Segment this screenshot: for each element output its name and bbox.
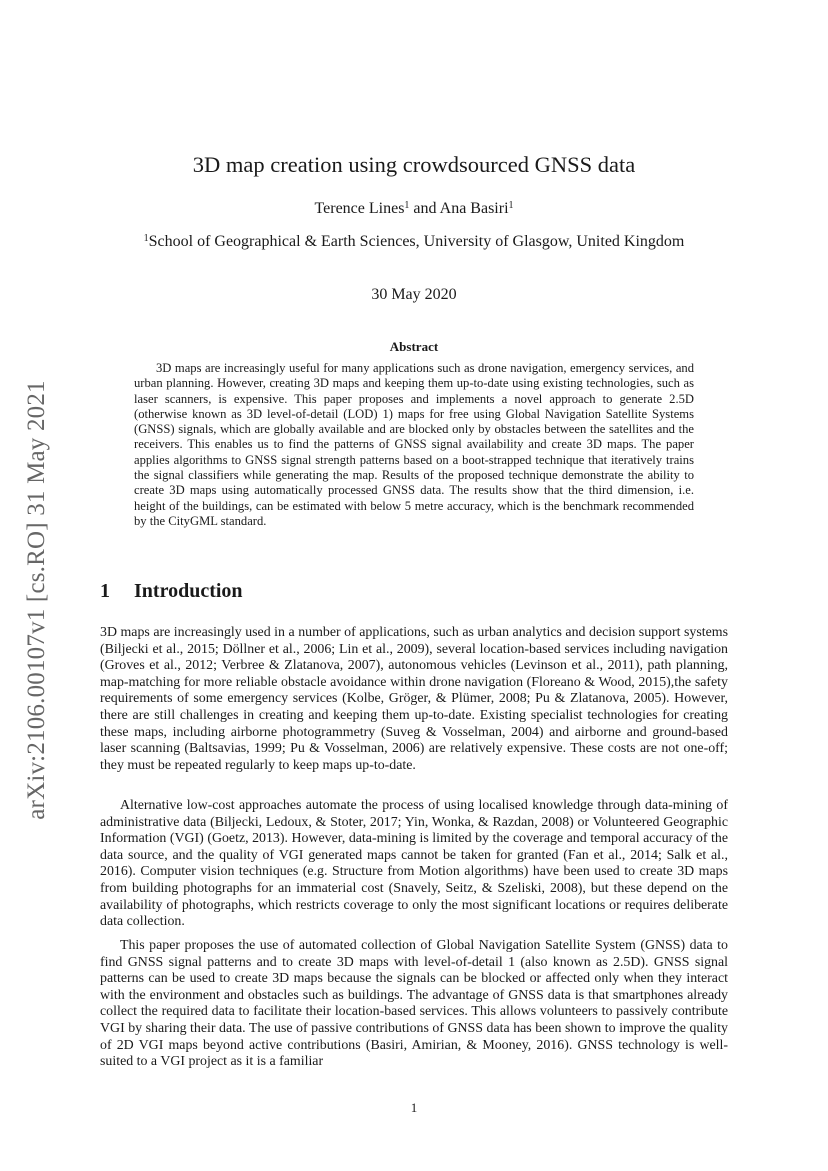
body-paragraph: This paper proposes the use of automated collection of Global Navigation Satellite System (GNSS) data to find GNSS signal patterns and to create 3D maps with level-of-detail 1 (also known as 2.5D). GNSS signal patterns can be used to create 3D maps because the signals can be blocked or affected only when they interact with the environment and obstacles such as buildings. The advantage of GNSS data is that smartphones already collect the required data to facilitate their location-based services. This allows volunteers to passively contribute VGI by sharing their data. The use of passive contributions of GNSS data has been shown to improve the quality of 2D VGI maps beyond active contributions (Basiri, Amirian, & Mooney, 2016). GNSS technology is well-suited to a VGI project as it is a familiar [100,938,728,1070]
body-paragraph: Alternative low-cost approaches automate the process of using localised knowledge through data-mining of administrative data (Biljecki, Ledoux, & Stoter, 2017; Yin, Wonka, & Razdan, 2008) or Volunteered Geographic Information (VGI) (Goetz, 2013). However, data-mining is limited by the coverage and temporal accuracy of the data source, and the quality of VGI generated maps cannot be taken for granted (Fan et al., 2014; Salk et al., 2016). Computer vision techniques (e.g. Structure from Motion algorithms) have been used to create 3D maps from building photographs for an immaterial cost (Snavely, Seitz, & Szeliski, 2008), but these depend on the availability of photographs, which restricts coverage to only the most significant locations or requires deliberate data collection. [100,798,728,930]
affiliation [100,231,728,253]
author-list [100,198,728,220]
section-title: Introduction [134,580,243,602]
author-name: Terence Lines [314,200,405,217]
body-paragraph: 3D maps are increasingly used in a number of applications, such as urban analytics and decision support systems (Biljecki et al., 2015; Döllner et al., 2006; Lin et al., 2009), several location-based services including navigation (Groves et al., 2012; Verbree & Zlatanova, 2007), autonomous vehicles (Levinson et al., 2011), path planning, map-matching for more reliable obstacle avoidance within drone navigation (Floreano & Wood, 2015),the safety requirements of some emergency services (Kolbe, Gröger, & Plümer, 2008; Pu & Zlatanova, 2005). However, there are still challenges in creating and keeping them up-to-date. Existing specialist technologies for creating these maps, including airborne photogrammetry (Suveg & Vosselman, 2004) and airborne and ground-based laser scanning (Baltsavias, 1999; Pu & Vosselman, 2006) are relatively expensive. These costs are not one-off; they must be repeated regularly to keep maps up-to-date. [100,625,728,773]
author-name: Ana Basiri [439,200,509,217]
arxiv-identifier-text: arXiv:2106.00107v1 [cs.RO] 31 May 2021 [23,380,50,820]
paper-date: 30 May 2020 [371,286,457,303]
page-number: 1 [410,1100,418,1115]
paper-title: 3D map creation using crowdsourced GNSS data [192,152,636,177]
abstract-text: 3D maps are increasingly useful for many applications such as drone navigation, emergency services, and urban planning. However, creating 3D maps and keeping them up-to-date using existing technologies, such as laser scanners, is expensive. This paper proposes and implements a novel approach to generate 2.5D (otherwise known as 3D level-of-detail (LOD) 1) maps for free using Global Navigation Satellite Systems (GNSS) signals, which are globally available and are blocked only by obstacles between the satellites and the receivers. This enables us to find the patterns of GNSS signal availability and create 3D maps. The paper applies algorithms to GNSS signal strength patterns based on a boot-strapped technique that iteratively trains the signal classifiers while generating the map. Results of the proposed technique demonstrate the ability to create 3D maps using automatically processed GNSS data. The results show that the third dimension, i.e. height of the buildings, can be estimated with below 5 metre accuracy, which is the benchmark recommended by the CityGML standard. [134,361,694,528]
affiliation-mark: 1 [143,233,149,244]
author-joiner: and [409,200,440,217]
arxiv-identifier [20,355,54,845]
section-number: 1 [100,580,110,602]
author-affiliation-mark: 1 [404,200,410,211]
affiliation-text: School of Geographical & Earth Sciences, University of Glasgow, United Kingdom [148,233,685,250]
author-affiliation-mark: 1 [508,200,514,211]
section-heading [100,578,243,604]
abstract-heading: Abstract [389,339,439,354]
